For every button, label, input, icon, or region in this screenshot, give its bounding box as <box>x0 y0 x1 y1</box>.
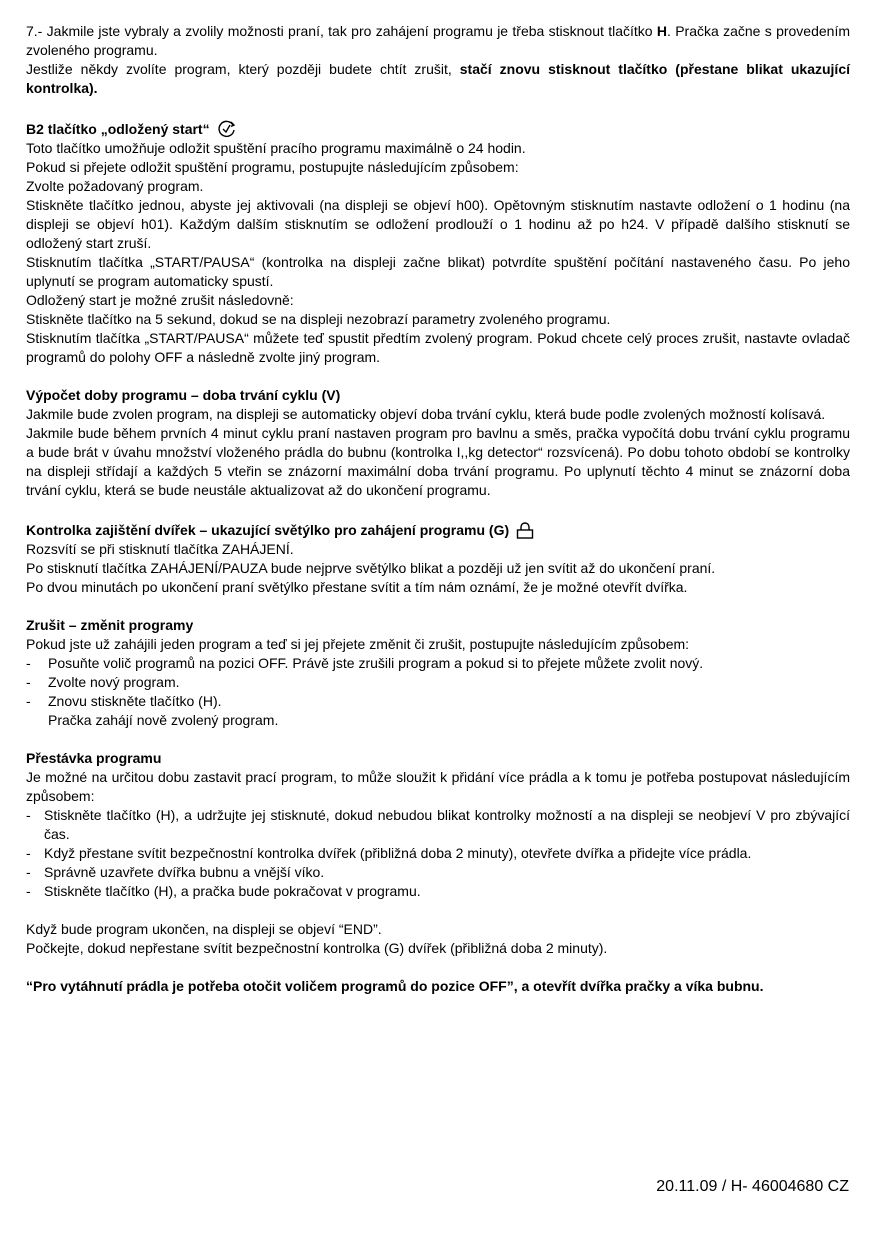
intro-paragraph-2 <box>26 60 850 98</box>
b2-line: Pokud si přejete odložit spuštění programu, postupujte následujícím způsobem: <box>26 159 519 175</box>
b2-line: Zvolte požadovaný program. <box>26 178 204 194</box>
b2-line: Stisknutím tlačítka „START/PAUSA“ můžete teď spustit předtím zvolený program. Pokud chcete celý proces zrušit, nastavte ovladač programů do polohy OFF a následně zvolte jiný program. <box>26 330 850 365</box>
footer-doc-code: 20.11.09 / H- 46004680 CZ <box>656 1178 849 1195</box>
b2-line: Stisknutím tlačítka „START/PAUSA“ (kontrolka na displeji začne blikat) potvrdíte spuštění počítání nastaveného času. Po jeho uplynutí se program automaticky spustí. <box>26 254 850 289</box>
door-heading <box>26 521 850 540</box>
b2-line: Stiskněte tlačítko na 5 sekund, dokud se na displeji nezobrazí parametry zvoleného programu. <box>26 311 611 327</box>
b2-line: Odložený start je možné zrušit následovně: <box>26 292 294 308</box>
pause-heading: Přestávka programu <box>26 750 162 766</box>
door-heading-text: Kontrolka zajištění dvířek – ukazující světýlko pro zahájení programu (G) <box>26 522 510 538</box>
cancel-after: Pračka zahájí nově zvolený program. <box>48 712 279 728</box>
pause-list-item: - Stiskněte tlačítko (H), a pračka bude pokračovat v programu. <box>26 883 421 899</box>
end-line: Když bude program ukončen, na displeji se objeví “END”. <box>26 921 382 937</box>
b2-line: Stiskněte tlačítko jednou, abyste jej aktivovali (na displeji se objeví h00). Opětovným stisknutím nastavte odložení o 1 hodinu (na displeji se objeví h01). Každým dalším stisknutím se odložení prodlouží o 1 hodinu až po h24. V případě dalšího stisknutí se odložený start zruší. <box>26 197 850 251</box>
b2-heading-text: B2 tlačítko „odložený start“ <box>26 120 210 137</box>
cancel-list-item: - Zvolte nový program. <box>26 674 180 690</box>
pause-list-item: - Správně uzavřete dvířka bubnu a vnější víko. <box>26 864 325 880</box>
intro-text-2: . Pračka začne s provedením zvoleného programu. <box>26 23 850 58</box>
cancel-intro: Pokud jste už zahájili jeden program a teď si jej přejete změnit či zrušit, postupujte následujícím způsobem: <box>26 636 690 652</box>
cancel-heading: Zrušit – změnit programy <box>26 617 194 633</box>
intro-cancel-text: Jestliže někdy zvolíte program, který později budete chtít zrušit, <box>26 61 460 77</box>
b2-heading <box>26 119 850 139</box>
delay-start-clock-icon <box>216 119 238 139</box>
cycle-line: Jakmile bude zvolen program, na displeji se automaticky objeví doba trvání cyklu, která bude podle zvolených možností kolísavá. <box>26 406 826 422</box>
intro-cancel-bold: stačí znovu stisknout tlačítko (přestane blikat ukazující kontrolka). <box>26 61 850 96</box>
door-line: Po stisknutí tlačítka ZAHÁJENÍ/PAUZA bude nejprve světýlko blikat a později už jen svítit až do ukončení praní. <box>26 560 716 576</box>
intro-button-h: H <box>656 23 667 39</box>
cancel-list-item: - Znovu stiskněte tlačítko (H). <box>26 693 222 709</box>
door-line: Po dvou minutách po ukončení praní světýlko přestane svítit a tím nám oznámí, že je možné otevřít dvířka. <box>26 579 688 595</box>
pause-intro: Je možné na určitou dobu zastavit prací program, to může sloužit k přidání více prádla a k tomu je potřeba postupovat následujícím způsobem: <box>26 769 850 804</box>
end-bold-note: “Pro vytáhnutí prádla je potřeba otočit voličem programů do pozice OFF”, a otevřít dvířka pračky a víka bubnu. <box>26 978 764 994</box>
document-page <box>26 22 850 996</box>
door-lock-icon <box>515 522 535 540</box>
cancel-list-item: - Posuňte volič programů na pozici OFF. Právě jste zrušili program a pokud si to přejete můžete zvolit nový. <box>26 655 704 671</box>
door-line: Rozsvítí se při stisknutí tlačítka ZAHÁJENÍ. <box>26 541 294 557</box>
end-line: Počkejte, dokud nepřestane svítit bezpečnostní kontrolka (G) dvířek (přibližná doba 2 minuty). <box>26 940 608 956</box>
cycle-heading: Výpočet doby programu – doba trvání cyklu (V) <box>26 387 341 403</box>
intro-text: 7.- Jakmile jste vybraly a zvolily možnosti praní, tak pro zahájení programu je třeba stisknout tlačítko <box>26 23 657 39</box>
cycle-line: Jakmile bude během prvních 4 minut cyklu praní nastaven program pro bavlnu a směs, pračka vypočítá dobu trvání cyklu programu a bude brát v úvahu množství vloženého prádla do bubnu (kontrolka I,,kg detector“ rozsvícená). Po dobu tohoto období se kontrolky na displeji střídají a každých 5 vteřin se znázorní maximální doba trvání programu. Po uplynutí těchto 4 minut se znázorní doba trvání cyklu, která se bude neustále aktualizovat až do ukončení programu. <box>26 425 850 498</box>
pause-list-item: - Stiskněte tlačítko (H), a udržujte jej stisknuté, dokud nebudou blikat kontrolky možností a na displeji se neobjeví V pro zbývající čas. <box>26 807 850 842</box>
b2-line: Toto tlačítko umožňuje odložit spuštění pracího programu maximálně o 24 hodin. <box>26 140 526 156</box>
intro-paragraph-1 <box>26 22 850 60</box>
pause-list-item: - Když přestane svítit bezpečnostní kontrolka dvířek (přibližná doba 2 minuty), otevřete dvířka a přidejte více prádla. <box>26 845 752 861</box>
